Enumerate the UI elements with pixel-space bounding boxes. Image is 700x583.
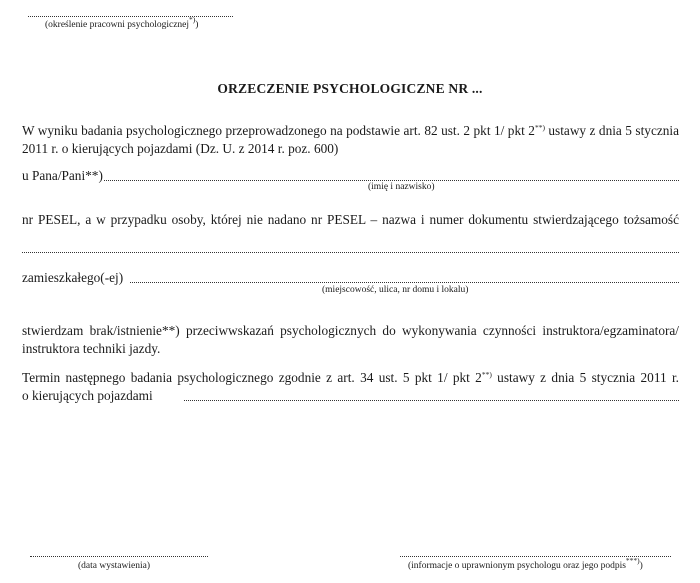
employer-dotted-line[interactable] (28, 16, 233, 17)
page-title: ORZECZENIE PSYCHOLOGICZNE NR ... (217, 81, 483, 96)
psychologist-caption: (informacje o uprawnionym psychologu oraz jego podpis***)) (408, 556, 643, 571)
next-exam-line-2: o kierujących pojazdami (22, 388, 153, 403)
address-field[interactable] (130, 282, 679, 283)
statement-line-2: instruktora techniki jazdy. (22, 341, 161, 356)
next-exam-date-field[interactable] (184, 400, 679, 401)
employer-caption: (określenie pracowni psychologicznej*)) (45, 15, 199, 30)
issue-date-caption: (data wystawienia) (78, 561, 151, 571)
address-label: zamieszkałego(-ej) (22, 270, 124, 285)
pesel-field[interactable] (22, 252, 679, 253)
next-exam-line-1: Termin następnego badania psychologicznego zgodnie z art. 34 ust. 5 pkt 1/ pkt 2**) ustawy z dnia 5 stycznia 2011 r. (22, 370, 679, 385)
statement-line-1: stwierdzam brak/istnienie**) przeciwwskazań psychologicznych do wykonywania czynności instruktora/egzaminatora/ (22, 323, 679, 338)
person-caption: (imię i nazwisko) (368, 182, 435, 192)
address-caption: (miejscowość, ulica, nr domu i lokalu) (322, 285, 469, 295)
pesel-label: nr PESEL, a w przypadku osoby, której nie nadano nr PESEL – nazwa i numer dokumentu stwierdzającego tożsamość (22, 212, 679, 227)
person-name-field[interactable] (104, 180, 679, 181)
intro-line-1: W wyniku badania psychologicznego przeprowadzonego na podstawie art. 82 ust. 2 pkt 1/ pkt 2**) ustawy z dnia 5 stycznia (22, 123, 679, 138)
issue-date-field[interactable] (30, 556, 208, 557)
intro-line-2: 2011 r. o kierujących pojazdami (Dz. U. z 2014 r. poz. 600) (22, 141, 339, 156)
person-label: u Pana/Pani**) (22, 168, 103, 183)
